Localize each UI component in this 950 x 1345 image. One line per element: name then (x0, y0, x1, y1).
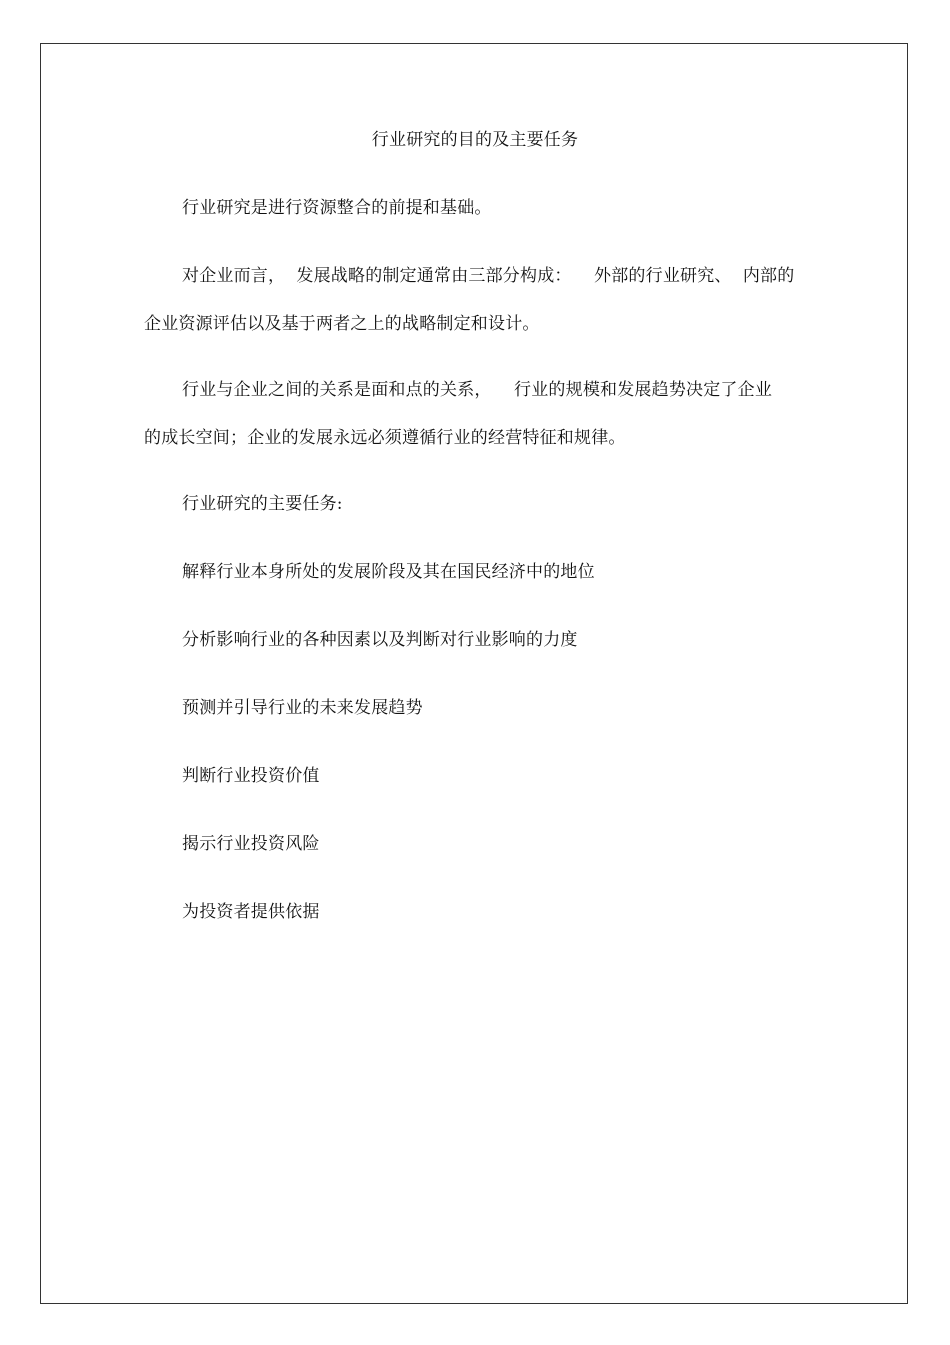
tasks-heading: 行业研究的主要任务: (182, 494, 343, 514)
task-item-2: 分析影响行业的各种因素以及判断对行业影响的力度 (182, 630, 578, 650)
page-frame (40, 43, 908, 1304)
task-item-6: 为投资者提供依据 (182, 902, 320, 922)
task-item-1: 解释行业本身所处的发展阶段及其在国民经济中的地位 (182, 562, 595, 582)
task-item-4: 判断行业投资价值 (182, 766, 320, 786)
paragraph-3-line-1: 行业与企业之间的关系是面和点的关系， 行业的规模和发展趋势决定了企业 (182, 380, 773, 400)
paragraph-2-line-2: 企业资源评估以及基于两者之上的战略制定和设计。 (144, 314, 540, 334)
paragraph-1: 行业研究是进行资源整合的前提和基础。 (182, 198, 492, 218)
document-title: 行业研究的目的及主要任务 (371, 130, 579, 150)
paragraph-2-line-1: 对企业而言， 发展战略的制定通常由三部分构成： 外部的行业研究、 内部的 (182, 266, 795, 286)
task-item-3: 预测并引导行业的未来发展趋势 (182, 698, 423, 718)
task-item-5: 揭示行业投资风险 (182, 834, 320, 854)
paragraph-3-line-2: 的成长空间；企业的发展永远必须遵循行业的经营特征和规律。 (144, 428, 626, 448)
